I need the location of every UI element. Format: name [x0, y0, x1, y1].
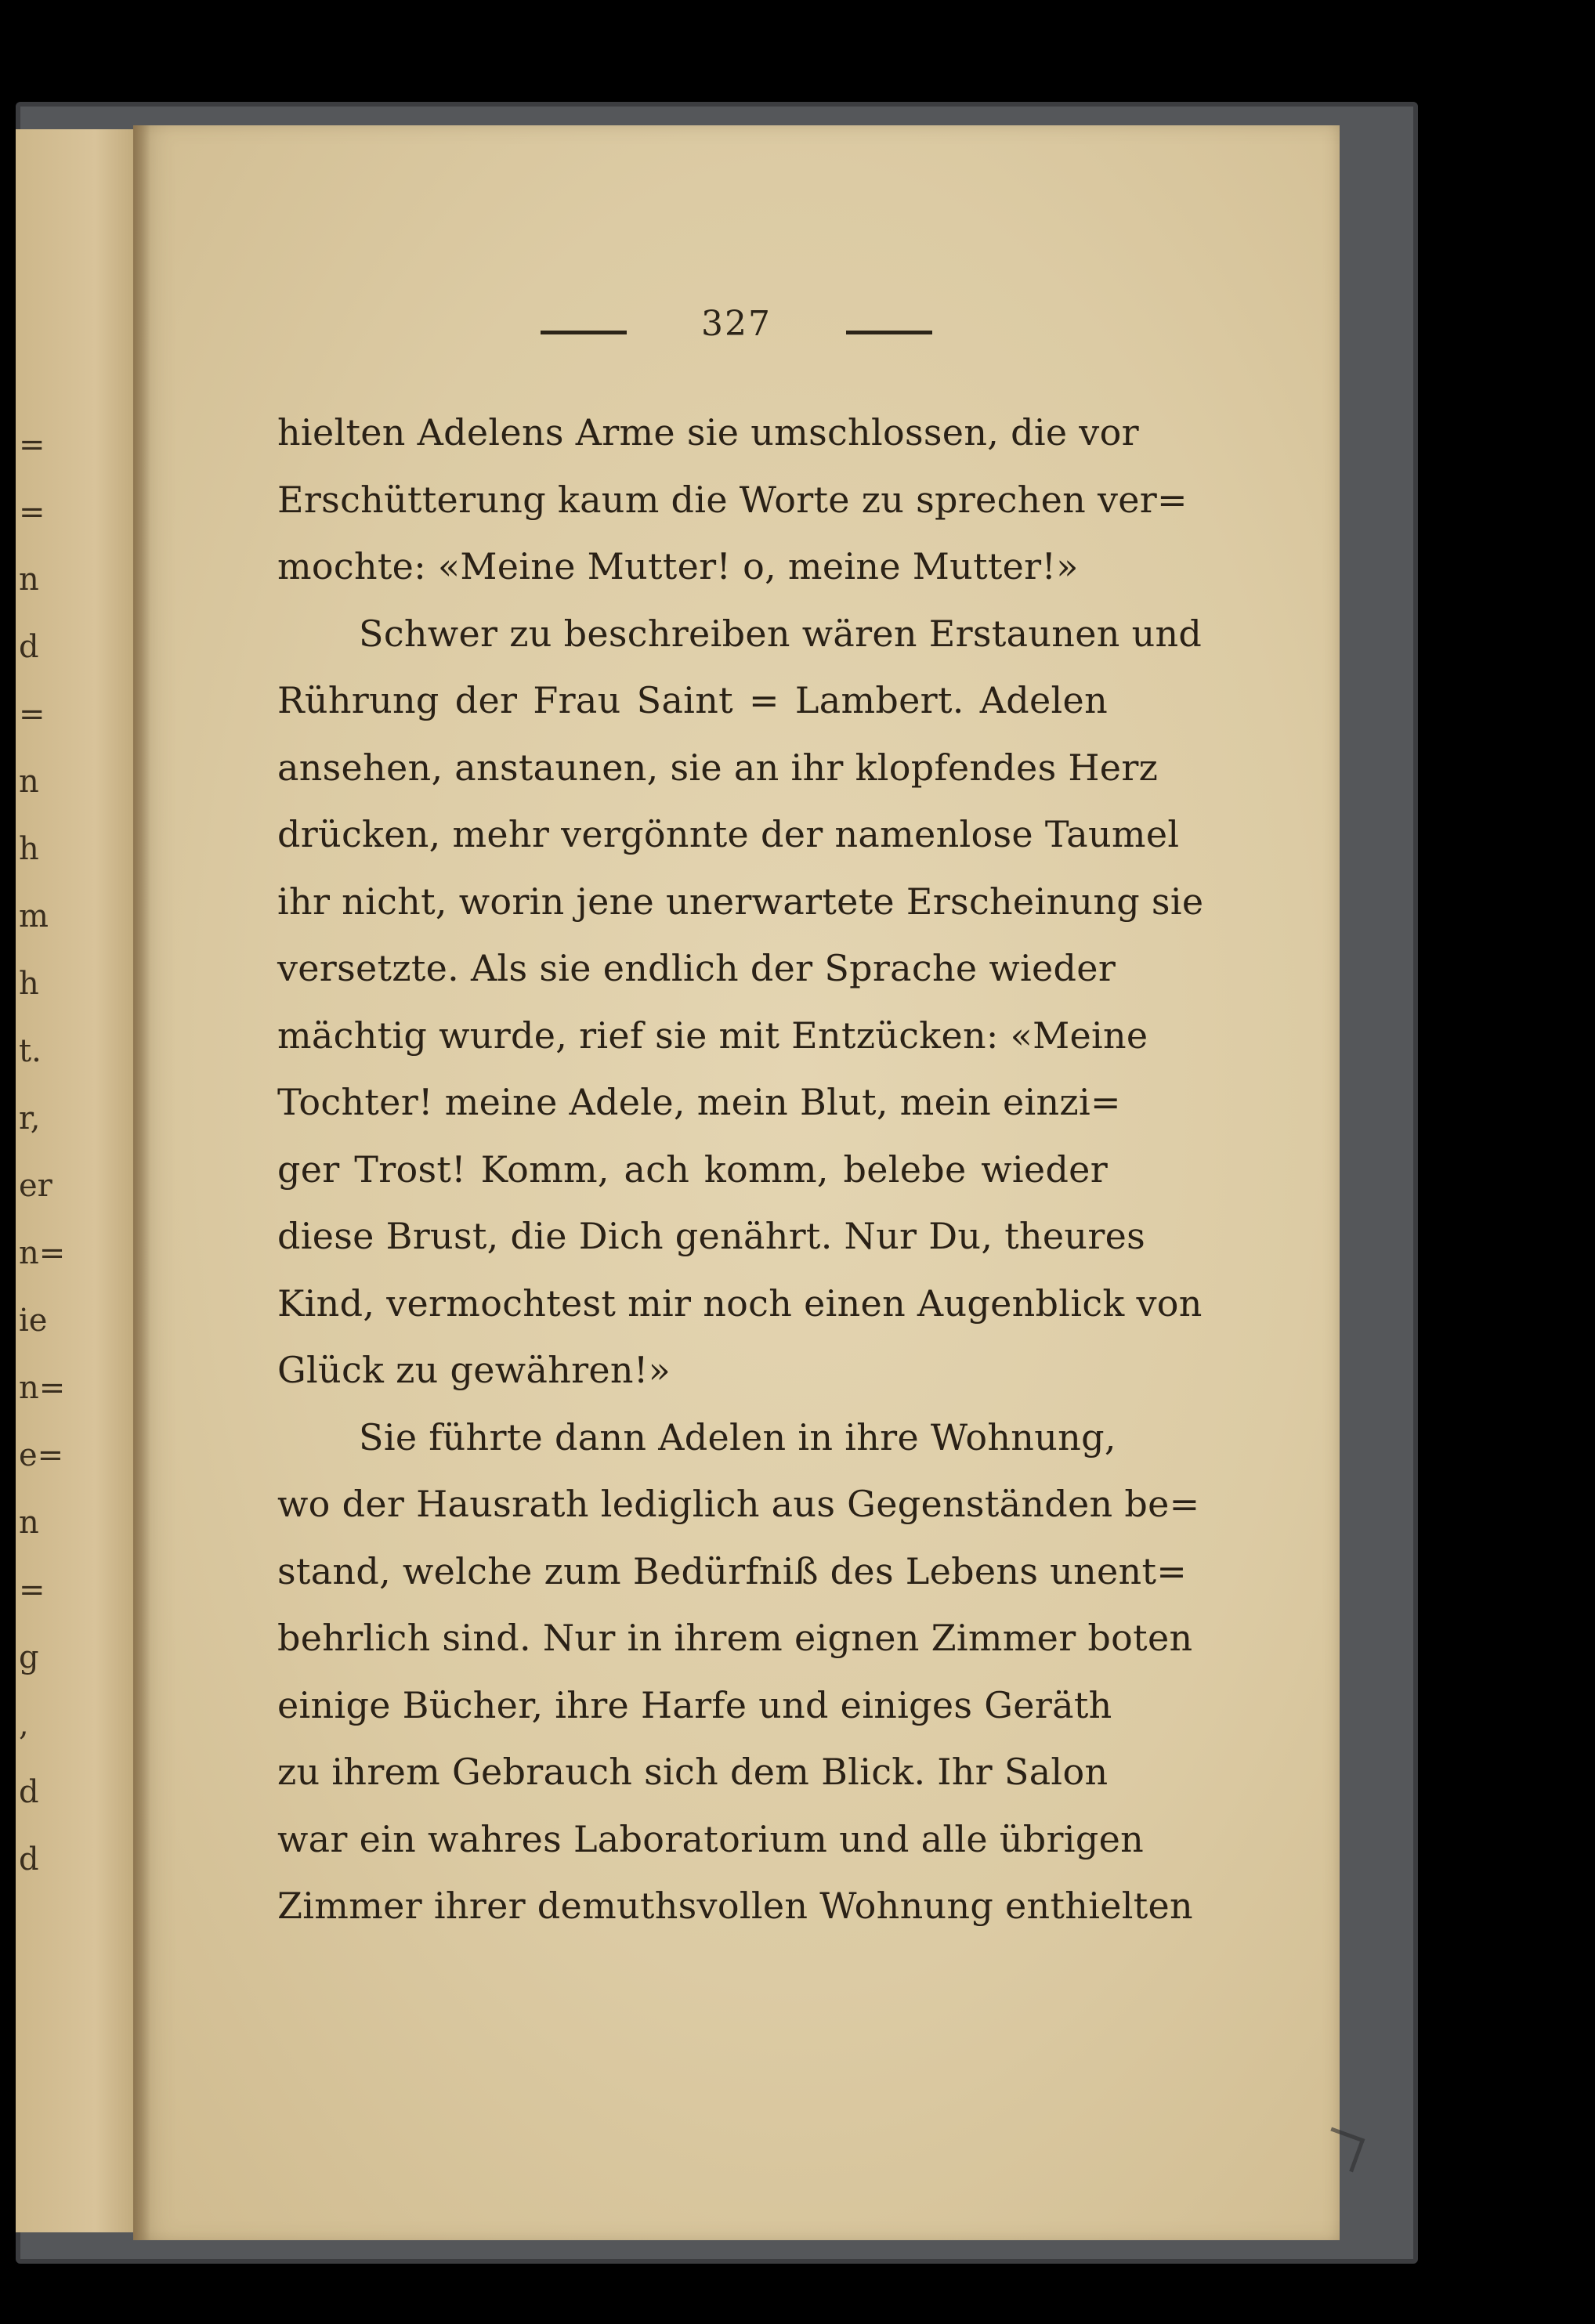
- left-page-fragment: =: [19, 427, 45, 463]
- text-line: stand, welche zum Bedürfniß des Lebens unent=: [277, 1549, 1188, 1592]
- text-line: ihr nicht, worin jene unerwartete Erscheinung sie: [277, 880, 1204, 923]
- text-line: Sie führte dann Adelen in ihre Wohnung,: [359, 1415, 1116, 1458]
- text-line: Erschütterung kaum die Worte zu sprechen ver=: [277, 478, 1188, 521]
- text-line: Glück zu gewähren!»: [277, 1349, 671, 1391]
- left-page-fragment: n=: [19, 1370, 66, 1406]
- text-line: drücken, mehr vergönnte der namenlose Taumel: [277, 813, 1180, 855]
- left-page-fragment: =: [19, 494, 45, 530]
- left-page-fragment: n: [19, 1505, 39, 1541]
- page-header: [533, 304, 940, 351]
- text-line: war ein wahres Laboratorium und alle übrigen: [277, 1817, 1145, 1860]
- left-page-fragment: d: [19, 1774, 39, 1810]
- text-line: mochte: «Meine Mutter! o, meine Mutter!»: [277, 545, 1079, 587]
- left-page-fragment: n=: [19, 1235, 66, 1271]
- left-page-fragment: n: [19, 764, 39, 800]
- page-number: 327: [701, 304, 772, 344]
- text-line: zu ihrem Gebrauch sich dem Blick. Ihr Salon: [277, 1751, 1109, 1793]
- left-page-fragment: h: [19, 831, 39, 867]
- text-line: Schwer zu beschreiben wären Erstaunen und: [359, 612, 1203, 655]
- left-page-fragment: t.: [19, 1033, 42, 1069]
- text-line: diese Brust, die Dich genährt. Nur Du, theures: [277, 1215, 1146, 1257]
- left-page-fragment: h: [19, 966, 39, 1002]
- text-line: einige Bücher, ihre Harfe und einiges Geräth: [277, 1683, 1112, 1726]
- left-page-fragment: ,: [19, 1707, 29, 1743]
- text-line: versetzte. Als sie endlich der Sprache wieder: [277, 947, 1116, 989]
- text-line: Zimmer ihrer demuthsvollen Wohnung enthielten: [277, 1885, 1193, 1927]
- text-line: Rührung der Frau Saint = Lambert. Adelen: [277, 679, 1108, 721]
- body-text: [277, 399, 1204, 1940]
- left-page-text-fragments: [16, 129, 149, 2232]
- left-page-fragment: =: [19, 1572, 45, 1608]
- header-dash-right: [846, 331, 932, 334]
- text-line: behrlich sind. Nur in ihrem eignen Zimmer boten: [277, 1617, 1193, 1659]
- left-page-fragment: d: [19, 629, 39, 665]
- text-line: ansehen, anstaunen, sie an ihr klopfendes Herz: [277, 746, 1159, 789]
- left-page-fragment: e=: [19, 1437, 64, 1473]
- left-facing-page: [16, 129, 149, 2232]
- text-line: wo der Hausrath lediglich aus Gegenständen be=: [277, 1483, 1200, 1525]
- left-page-fragment: ie: [19, 1303, 48, 1339]
- page-gutter: [133, 125, 150, 2240]
- text-line: Kind, vermochtest mir noch einen Augenblick von: [277, 1281, 1203, 1325]
- text-line: hielten Adelens Arme sie umschlossen, die vor: [277, 411, 1139, 454]
- text-line: mächtig wurde, rief sie mit Entzücken: «Meine: [277, 1014, 1148, 1057]
- text-line: ger Trost! Komm, ach komm, belebe wieder: [277, 1148, 1108, 1191]
- left-page-fragment: g: [19, 1639, 39, 1675]
- text-line: Tochter! meine Adele, mein Blut, mein einzi=: [277, 1081, 1121, 1123]
- left-page-fragment: r,: [19, 1101, 41, 1137]
- left-page-fragment: er: [19, 1168, 52, 1204]
- left-page-fragment: d: [19, 1841, 39, 1878]
- left-page-fragment: m: [19, 898, 49, 934]
- left-page-fragment: =: [19, 696, 45, 732]
- left-page-fragment: n: [19, 562, 39, 598]
